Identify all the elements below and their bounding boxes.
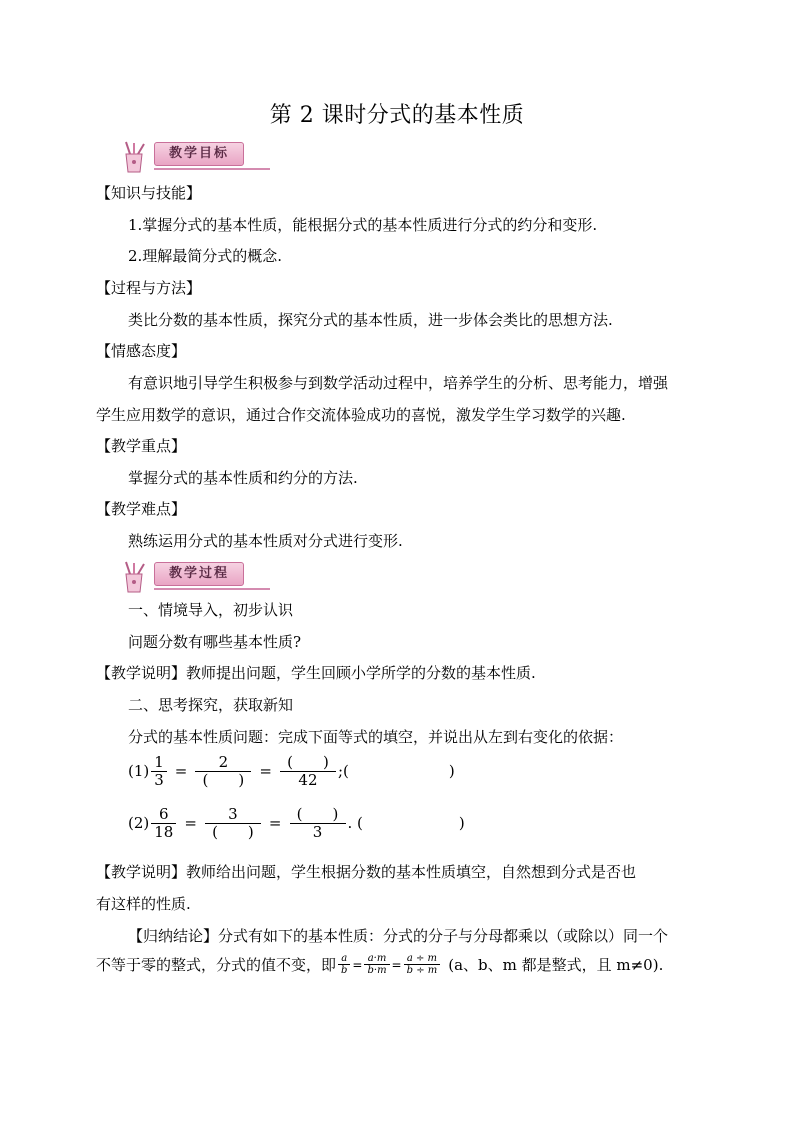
denominator: 3 bbox=[290, 823, 346, 841]
numerator-blank: ( ) bbox=[296, 805, 339, 823]
fraction-am-over-bm: $\frac{a\cdot m}{b\cdot m}$ bbox=[364, 953, 389, 976]
difficulty-text: 熟练运用分式的基本性质对分式进行变形. bbox=[128, 532, 403, 550]
question-2: 分式的基本性质问题：完成下面等式的填空，并说出从左到右变化的依据： bbox=[128, 728, 624, 746]
denominator: 18 bbox=[151, 823, 176, 841]
question-1: 问题分数有哪些基本性质? bbox=[128, 633, 302, 651]
banner-underline bbox=[154, 168, 270, 170]
heading-key-point: 【教学重点】 bbox=[96, 437, 187, 455]
banner-underline bbox=[154, 588, 270, 590]
objective-2: 2.理解最简分式的概念. bbox=[128, 247, 283, 265]
denominator-blank: ( ) bbox=[205, 823, 261, 841]
numerator: 2 bbox=[218, 753, 229, 771]
equation-label: (2) bbox=[128, 814, 150, 832]
process-method-text: 类比分数的基本性质，探究分式的基本性质，进一步体会类比的思想方法. bbox=[128, 311, 613, 329]
equation-1: (1) $\frac{1}{3}$ = $\frac{2}{( )}$ = $\frac{( )}{42}$ ;( ) bbox=[128, 753, 455, 789]
fraction bbox=[290, 806, 346, 840]
fraction bbox=[151, 754, 167, 788]
numerator-blank: ( ) bbox=[287, 753, 329, 771]
fraction bbox=[205, 806, 261, 840]
fraction bbox=[195, 754, 251, 788]
numerator: 1 bbox=[154, 753, 164, 771]
reason-open: . ( bbox=[347, 814, 363, 832]
fraction bbox=[280, 754, 336, 788]
section-banner-process bbox=[120, 560, 250, 594]
numerator: 3 bbox=[228, 805, 238, 823]
conclusion-condition: (a、b、m 都是整式，且 m≠0). bbox=[448, 955, 664, 974]
equation-2: (2) $\frac{6}{18}$ = $\frac{3}{( )}$ = $\frac{( )}{3}$ . ( ) bbox=[128, 805, 465, 841]
conclusion-2: 不等于零的整式，分式的值不变，即 $\frac{a}{b}$ = $\frac{a\cdot m}{b\cdot m}$ = $\frac{a \div m}{b \div m}$ (a、b、m 都是整式，且 m≠0). bbox=[96, 953, 664, 976]
section-1-heading: 一、情境导入，初步认识 bbox=[128, 601, 294, 619]
heading-difficulty: 【教学难点】 bbox=[96, 500, 187, 518]
fraction bbox=[151, 806, 176, 840]
denominator-blank: ( ) bbox=[195, 771, 251, 789]
conclusion-text: 不等于零的整式，分式的值不变，即 bbox=[96, 955, 337, 974]
fraction-a-over-b: $\frac{a}{b}$ bbox=[338, 953, 350, 976]
teaching-note-2b: 有这样的性质. bbox=[96, 895, 191, 913]
banner-label: 教学目标 bbox=[154, 142, 244, 166]
conclusion-1: 【归纳结论】分式有如下的基本性质：分式的分子与分母都乘以（或除以）同一个 bbox=[128, 927, 669, 945]
heading-attitude: 【情感态度】 bbox=[96, 342, 187, 360]
banner-label: 教学过程 bbox=[154, 562, 244, 586]
teaching-note-1: 【教学说明】教师提出问题，学生回顾小学所学的分数的基本性质. bbox=[96, 664, 536, 682]
attitude-text-1: 有意识地引导学生积极参与到数学活动过程中，培养学生的分析、思考能力，增强 bbox=[128, 374, 669, 392]
section-banner-objectives bbox=[120, 140, 250, 174]
teaching-note-2a: 【教学说明】教师给出问题，学生根据分数的基本性质填空，自然想到分式是否也 bbox=[96, 863, 637, 881]
heading-knowledge-skills: 【知识与技能】 bbox=[96, 184, 202, 202]
attitude-text-2: 学生应用数学的意识，通过合作交流体验成功的喜悦，激发学生学习数学的兴趣. bbox=[96, 406, 626, 424]
reason-close: ) bbox=[458, 814, 465, 832]
key-point-text: 掌握分式的基本性质和约分的方法. bbox=[128, 469, 358, 487]
numerator: 6 bbox=[159, 805, 169, 823]
denominator: 42 bbox=[280, 771, 336, 789]
heading-process-method: 【过程与方法】 bbox=[96, 279, 202, 297]
fraction-a-div-m-over-b-div-m: $\frac{a \div m}{b \div m}$ bbox=[404, 953, 441, 976]
page-title: 第 2 课时分式的基本性质 bbox=[269, 103, 525, 128]
reason-close: ) bbox=[448, 762, 455, 780]
objective-1: 1.掌握分式的基本性质，能根据分式的基本性质进行分式的约分和变形. bbox=[128, 216, 598, 234]
equation-label: (1) bbox=[128, 762, 150, 780]
reason-open: ;( bbox=[337, 762, 349, 780]
denominator: 3 bbox=[151, 771, 167, 789]
section-2-heading: 二、思考探究，获取新知 bbox=[128, 696, 294, 714]
